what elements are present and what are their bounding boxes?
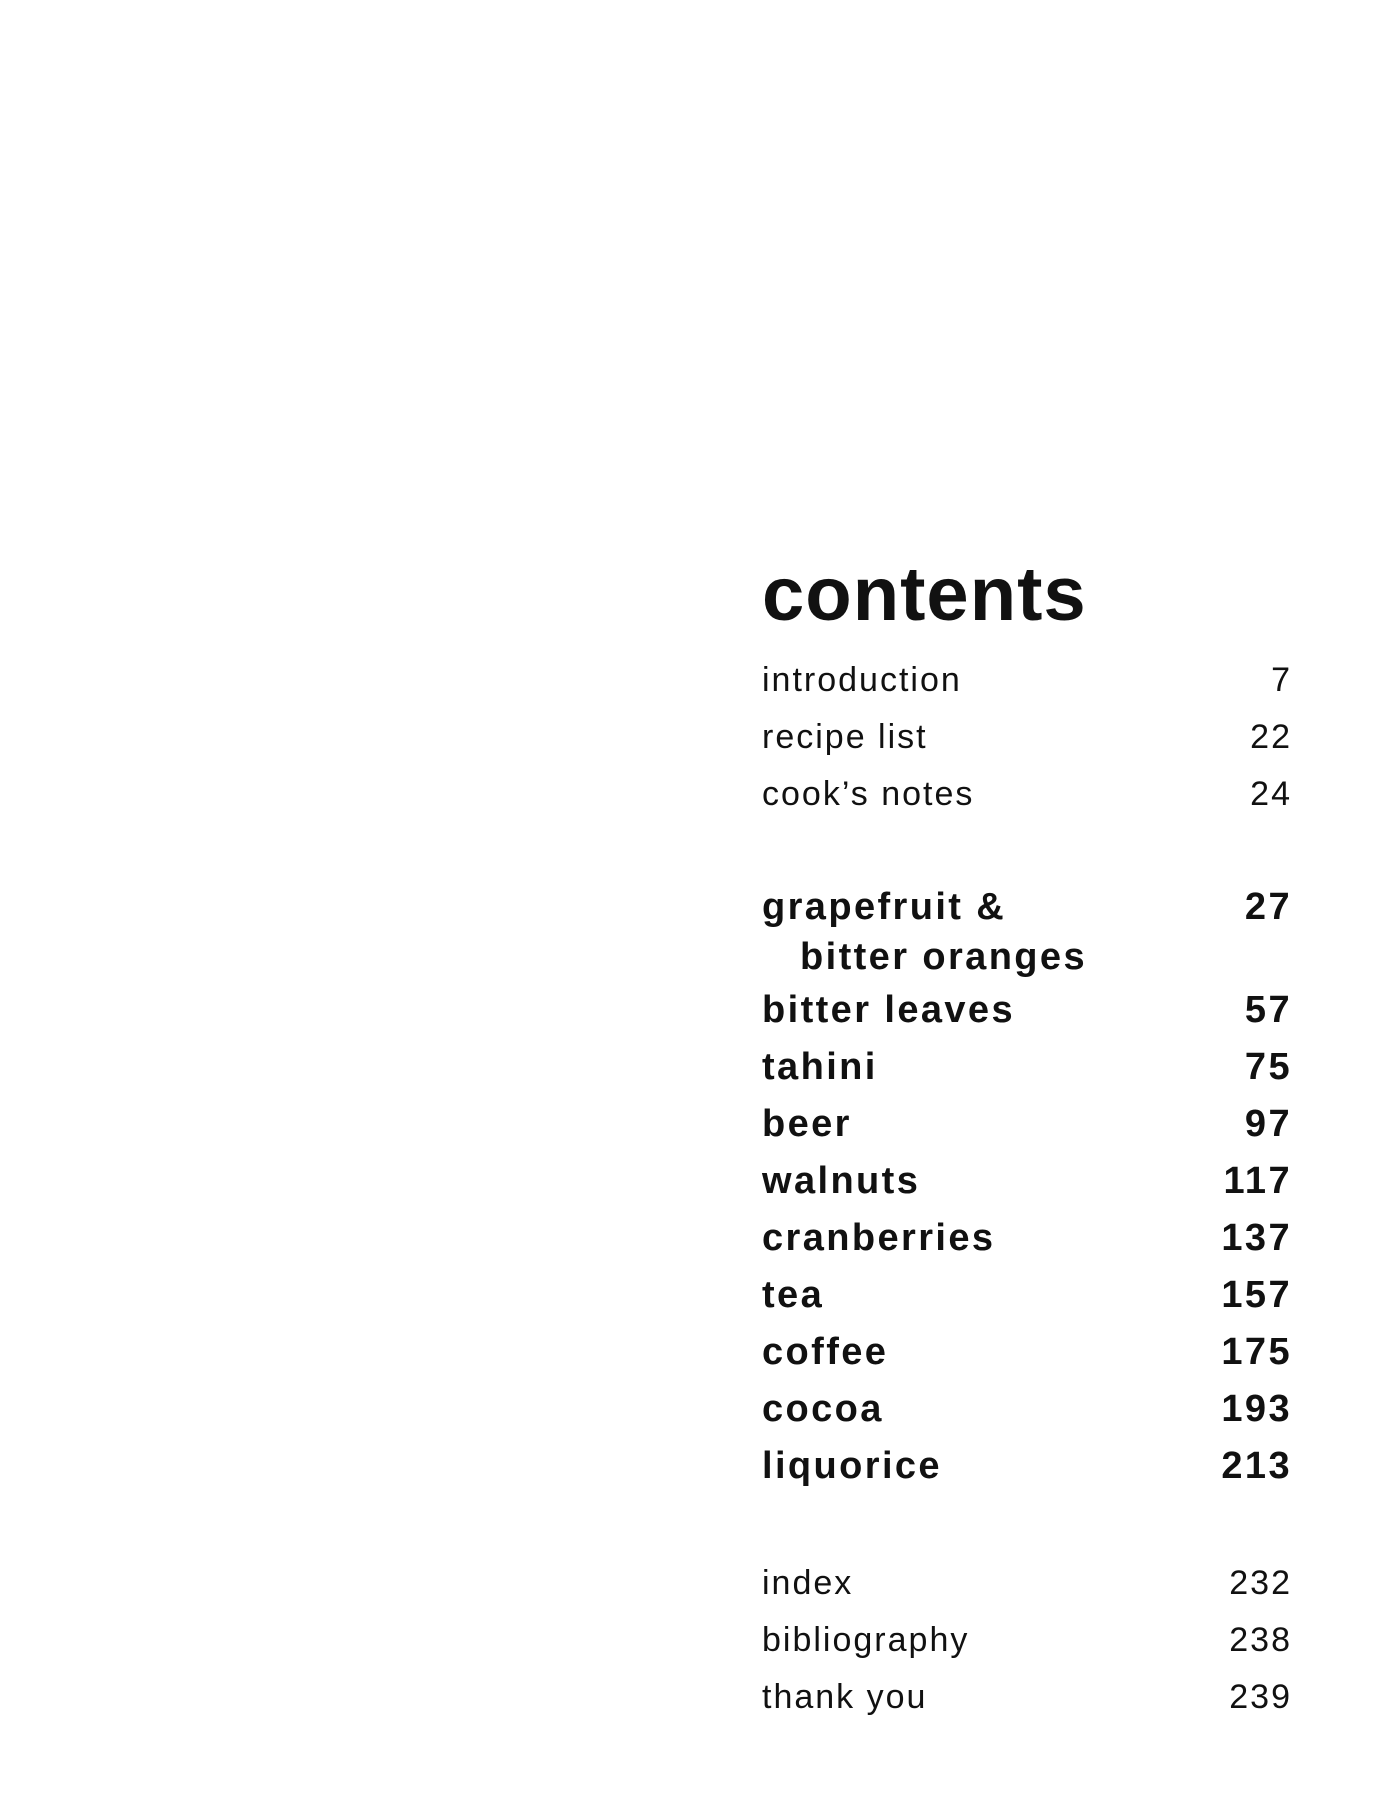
toc-entry-cooks-notes[interactable] <box>762 766 1292 823</box>
toc-entry-label: coffee <box>762 1331 889 1373</box>
toc-entry-beer[interactable] <box>762 1096 1292 1153</box>
toc-entry-page: 117 <box>1223 1160 1292 1202</box>
toc-entry-cocoa[interactable] <box>762 1381 1292 1438</box>
toc-entry-bitter-leaves[interactable] <box>762 982 1292 1039</box>
page-title: contents <box>762 552 1087 637</box>
toc-entry-thank-you[interactable] <box>762 1669 1292 1726</box>
toc-entry-page: 213 <box>1221 1445 1292 1487</box>
toc-entry-page: 22 <box>1250 718 1292 756</box>
toc-entry-label: introduction <box>762 661 962 699</box>
toc-entry-page: 157 <box>1221 1274 1292 1316</box>
toc-entry-label: recipe list <box>762 718 928 756</box>
toc-entry-tea[interactable] <box>762 1267 1292 1324</box>
toc-entry-label: walnuts <box>762 1160 921 1202</box>
toc-entry-label: cranberries <box>762 1217 996 1259</box>
toc-entry-label: tea <box>762 1274 825 1316</box>
front-matter-list <box>762 652 1292 823</box>
toc-entry-page: 7 <box>1271 661 1292 699</box>
toc-entry-label: cocoa <box>762 1388 884 1430</box>
toc-entry-page: 193 <box>1221 1388 1292 1430</box>
toc-entry-page: 232 <box>1229 1564 1292 1602</box>
toc-entry-coffee[interactable] <box>762 1324 1292 1381</box>
toc-entry-label-line1: grapefruit & <box>762 886 1007 928</box>
toc-entry-recipe-list[interactable] <box>762 709 1292 766</box>
toc-entry-page: 238 <box>1229 1621 1292 1659</box>
toc-entry-page: 24 <box>1250 775 1292 813</box>
toc-entry-liquorice[interactable] <box>762 1438 1292 1495</box>
toc-entry-label: index <box>762 1564 854 1602</box>
toc-entry-page: 27 <box>1244 886 1292 928</box>
back-matter-list <box>762 1555 1292 1726</box>
toc-entry-label: cook’s notes <box>762 775 975 813</box>
toc-entry-introduction[interactable] <box>762 652 1292 709</box>
toc-entry-walnuts[interactable] <box>762 1153 1292 1210</box>
toc-entry-label-line2: bitter oranges <box>800 936 1087 978</box>
toc-entry-index[interactable] <box>762 1555 1292 1612</box>
toc-entry-bibliography[interactable] <box>762 1612 1292 1669</box>
toc-entry-label: thank you <box>762 1678 928 1716</box>
chapter-list <box>762 879 1292 1495</box>
toc-entry-page: 57 <box>1244 989 1292 1031</box>
table-of-contents <box>762 550 1292 1726</box>
toc-entry-label: bitter leaves <box>762 989 1015 1031</box>
toc-entry-label: liquorice <box>762 1445 942 1487</box>
toc-entry-page: 239 <box>1229 1678 1292 1716</box>
toc-entry-label: tahini <box>762 1046 878 1088</box>
toc-entry-label: bibliography <box>762 1621 970 1659</box>
toc-entry-grapefruit-bitter-oranges[interactable] <box>762 879 1292 982</box>
toc-entry-cranberries[interactable] <box>762 1210 1292 1267</box>
toc-entry-label <box>762 882 1087 982</box>
toc-entry-page: 75 <box>1244 1046 1292 1088</box>
toc-entry-page: 137 <box>1221 1217 1292 1259</box>
toc-entry-label: beer <box>762 1103 852 1145</box>
toc-entry-page: 97 <box>1244 1103 1292 1145</box>
toc-entry-tahini[interactable] <box>762 1039 1292 1096</box>
toc-entry-page: 175 <box>1221 1331 1292 1373</box>
